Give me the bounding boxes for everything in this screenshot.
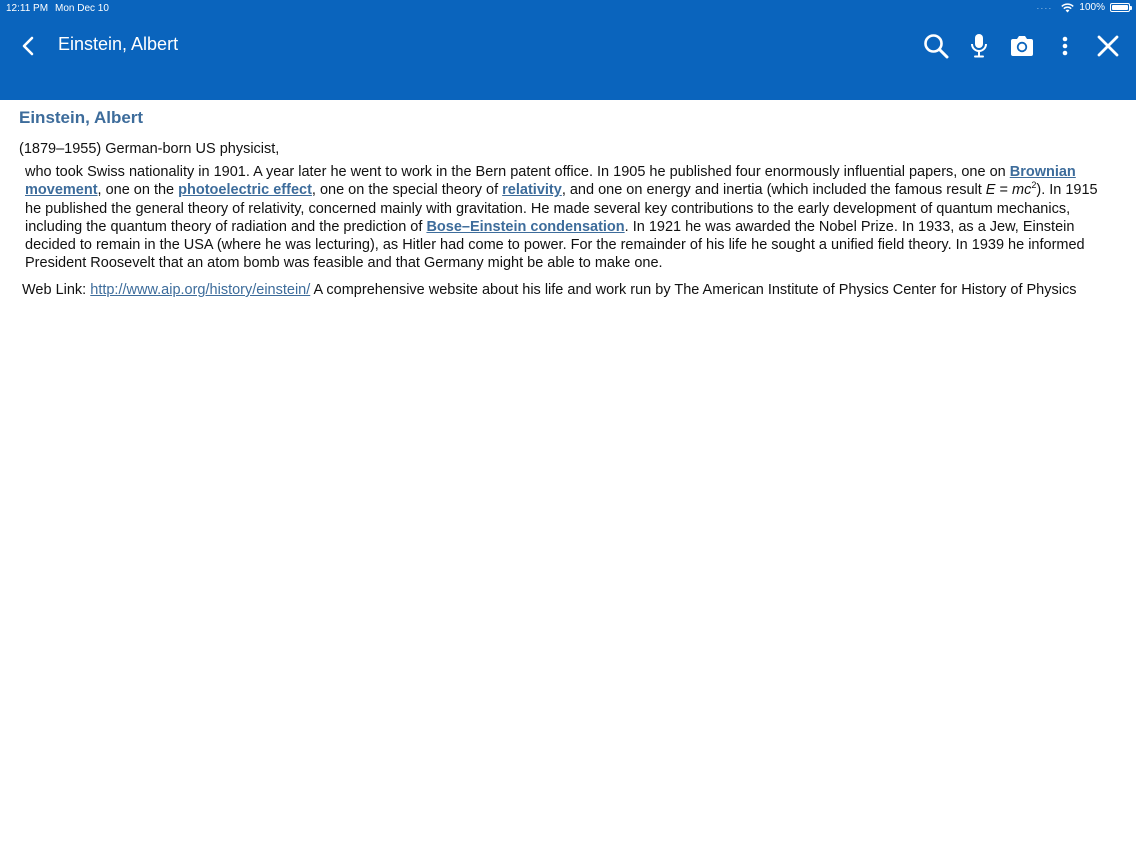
formula-mc: mc xyxy=(1012,182,1032,199)
body-text: , one on the special theory of xyxy=(311,182,503,199)
body-text: . In 1921 he was awarded the Nobel Prize. In 1933, as a Jew, Einstein decided to remain in the USA (where he was lecturing), as Hitler had come to power. For the remainder of his life he sought a unified field theory. In 1939 he informed President Roosevelt that an atom bomb was feasible and that Germany might be able to make one. xyxy=(25,218,1085,272)
navigation-bar xyxy=(0,0,1136,100)
entry-title: Einstein, Albert xyxy=(19,108,144,127)
entry-dates: (1879–1955) German-born US physicist, xyxy=(19,141,280,157)
battery-percent: 100% xyxy=(1079,2,1105,13)
web-link-url[interactable]: http://www.aip.org/history/einstein/ xyxy=(90,282,311,298)
link-photoelectric-effect[interactable]: photoelectric effect xyxy=(178,182,312,199)
entry-body xyxy=(25,163,1110,273)
body-text: who took Swiss nationality in 1901. A year later he went to work in the Bern patent office. In 1905 he published four enormously influential papers, one on xyxy=(25,164,1010,180)
web-link-line xyxy=(22,282,1076,298)
more-vertical-icon xyxy=(1061,35,1069,57)
link-brownian-movement[interactable]: Brownian movement xyxy=(25,164,1076,199)
formula-exponent: 2 xyxy=(1031,180,1037,191)
status-bar xyxy=(0,0,1136,18)
voice-search-button[interactable] xyxy=(959,28,999,64)
camera-icon xyxy=(1009,35,1035,57)
microphone-icon xyxy=(970,33,988,59)
back-button[interactable] xyxy=(14,30,42,62)
close-button[interactable] xyxy=(1088,28,1128,64)
status-date: Mon Dec 10 xyxy=(55,3,109,14)
camera-button[interactable] xyxy=(1002,28,1042,64)
body-text: ). In 1915 he published the general theory of relativity, concerned mainly with gravitation. He made several key contributions to the early development of quantum mechanics, including the quantum theory of radiation and the prediction of xyxy=(25,182,1098,235)
formula-e: E xyxy=(985,182,996,199)
wifi-icon xyxy=(1061,3,1074,13)
web-link-label: Web Link: xyxy=(22,282,91,298)
battery-icon xyxy=(1110,3,1130,12)
page-title: Einstein, Albert xyxy=(58,34,179,54)
search-icon xyxy=(923,33,949,59)
close-icon xyxy=(1097,35,1119,57)
battery-fill xyxy=(1112,5,1128,10)
formula-equals: = xyxy=(995,182,1012,199)
toolbar xyxy=(913,28,1128,64)
link-bose-einstein-condensation[interactable]: Bose–Einstein condensation xyxy=(426,218,625,235)
signal-dots-icon: ···· xyxy=(1036,2,1053,13)
chevron-left-icon xyxy=(20,35,36,57)
link-relativity[interactable]: relativity xyxy=(502,182,562,199)
status-time: 12:11 PM xyxy=(6,3,49,14)
more-options-button[interactable] xyxy=(1045,28,1085,64)
search-button[interactable] xyxy=(916,28,956,64)
status-indicators xyxy=(1036,2,1130,13)
web-link-description: A comprehensive website about his life and work run by The American Institute of Physics Center for History of Physics xyxy=(310,282,1077,298)
body-text: , one on the xyxy=(97,182,179,199)
body-text: , and one on energy and inertia (which included the famous result xyxy=(561,182,986,199)
